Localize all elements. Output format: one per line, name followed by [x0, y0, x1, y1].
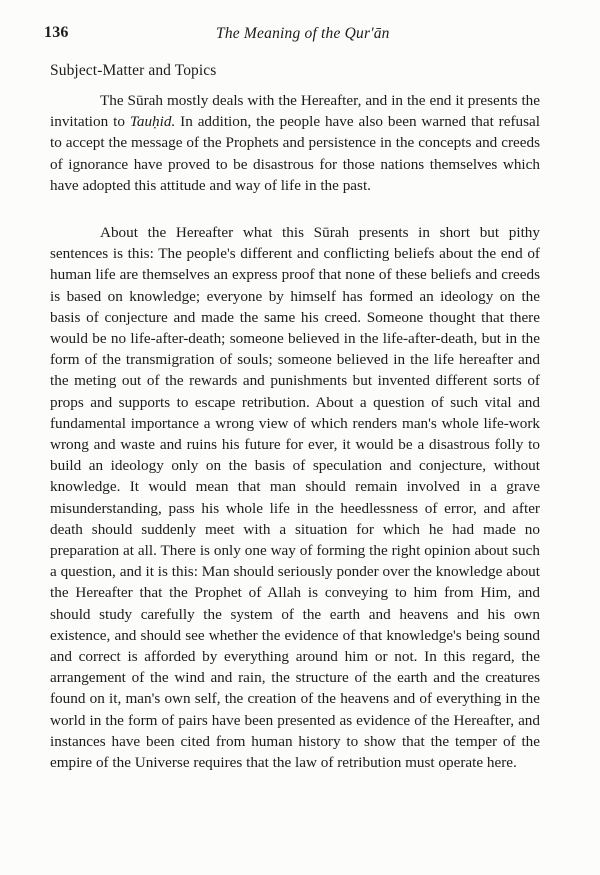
tauhid-term: Tauḥid.: [129, 113, 176, 131]
page-number: 136: [44, 24, 69, 41]
paragraph-1-text-b: In addition, the people have also been warned that refusal to accept the message of the Prophets and persistence in the concepts and creeds of ignorance have proved to be disastrous for those nations themselves which have adopted this attitude and way of life in the past.: [50, 113, 540, 194]
paragraph-1: [50, 90, 540, 196]
running-title: The Meaning of the Qur'ān: [216, 25, 390, 42]
paragraph-1-text-a: The Sūrah mostly deals with the Hereafter, and in the end it presents the invitation to: [50, 92, 540, 131]
paragraph-2: About the Hereafter what this Sūrah presents in short but pithy sentences is this: The people's different and conflicting beliefs about the end of human life are themselves an express proof that none of these beliefs and creeds is based on knowledge; everyone by himself has formed an ideology on the basis of conjecture and made the same his creed. Someone thought that there would be no life-after-death; someone believed in the life-after-death, but in the form of the transmigration of souls; someone believed in the life hereafter and the meting out of the rewards and punishments but invented different sorts of props and supports to escape retribution. About a question of such vital and fundamental importance a wrong view of which renders man's whole life-work wrong and waste and ruins his future for ever, it would be a disastrous folly to build an ideology only on the basis of speculation and conjecture, without knowledge. It would mean that man should remain involved in a grave misunderstanding, pass his whole life in the heedlessness of error, and after death should suddenly meet with a situation for which he had made no preparation at all. There is only one way of forming the right opinion about such a question, and it is this: Man should seriously ponder over the knowledge about the Hereafter that the Prophet of Allah is conveying to him from Him, and should study carefully the system of the earth and heavens and his own existence, and should see whether the evidence of that knowledge's being sound and correct is afforded by everything around him or not. In this regard, the arrangement of the wind and rain, the structure of the earth and the creatures found on it, man's own self, the creation of the heavens and of everything in the world in the form of pairs have been presented as evidence of the Hereafter, and instances have been cited from human history to show that the temper of the empire of the Universe requires that the law of retribution must operate here.: [50, 224, 540, 772]
section-heading: Subject-Matter and Topics: [50, 62, 217, 79]
